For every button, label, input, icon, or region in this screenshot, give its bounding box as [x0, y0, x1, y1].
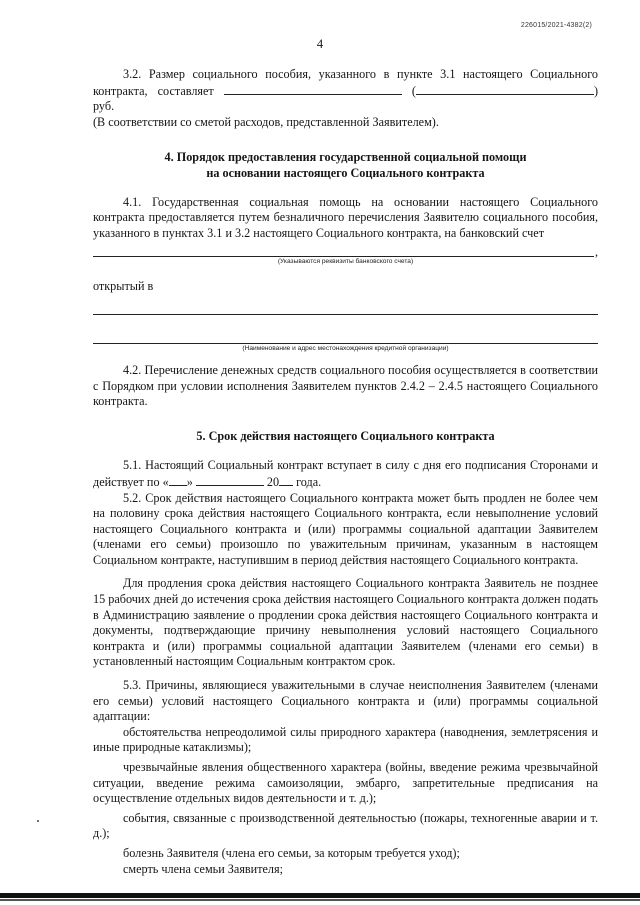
section-4-title-line1: 4. Порядок предоставления государственной социальной помощи [164, 150, 527, 165]
reason-item: чрезвычайные явления общественного характера (войны, введение режима чрезвычайной ситуации, введение режима самоизоляции, эмбарго, запретительные предписания на осуществление отдельных видов деятельности и т. д.); [93, 760, 598, 806]
clause-3-2 [93, 67, 598, 115]
clause-3-2-note: (В соответствии со сметой расходов, представленной Заявителем). [93, 114, 439, 129]
clause-4-2: 4.2. Перечисление денежных средств социального пособия осуществляется в соответствии с Порядком при условии исполнения Заявителем пунктов 2.4.2 – 2.4.5 настоящего Социального контракта. [93, 362, 598, 409]
clause-3-2-text: 3.2. Размер социального пособия, указанного в пункте 3.1 настоящего Социального контракта, составляет [93, 67, 598, 98]
scan-edge-bar [0, 893, 640, 898]
reason-item: события, связанные с производственной деятельностью (пожары, техногенные аварии и т. д.); [93, 810, 598, 841]
year-word: года. [296, 474, 322, 489]
scan-speck [37, 820, 39, 822]
day-blank[interactable] [169, 474, 187, 486]
year-prefix: 20 [266, 474, 280, 489]
reason-item: обстоятельства непреодолимой силы природного характера (наводнения, землетрясения и иные природные катаклизмы); [93, 724, 598, 755]
section-5-title: 5. Срок действия настоящего Социального контракта [196, 428, 495, 443]
clause-5-3: 5.3. Причины, являющиеся уважительными в случае неисполнения Заявителем (членами его семьи) условий настоящего Социального контракта и (или) программы социальной адаптации: [93, 678, 598, 724]
reason-item: смерть члена семьи Заявителя; [123, 861, 284, 876]
page-number: 4 [316, 37, 324, 51]
clause-5-1-text: 5.1. Настоящий Социальный контракт вступает в силу с дня его подписания Сторонами и действует по « [93, 458, 598, 489]
clause-4-1: 4.1. Государственная социальная помощь на основании настоящего Социального контракта предоставляется путем безналичного перечисления Заявителю социального пособия, указанного в пунктах 3.1 и 3.2 настоящего Социального контракта, на банковский счет [93, 194, 598, 240]
section-4-title-line2: на основании настоящего Социального контракта [206, 165, 485, 180]
bank-account-line [93, 245, 598, 260]
reasons-list [93, 725, 598, 877]
amount-words-blank[interactable] [416, 83, 594, 95]
clause-5-2-extension: Для продления срока действия настоящего Социального контракта Заявитель не позднее 15 рабочих дней до истечения срока действия настоящего Социального контракта должен подать в Администрацию заявление о продлении срока действия настоящего Социального контракта и документы, подтверждающие причину невыполнения условий настоящего Социального контракта и (или) программы социальной адаптации Заявителем (членами его семьи) в установленный настоящим Социальным контрактом срок. [93, 576, 598, 669]
reason-item: болезнь Заявителя (члена его семьи, за которым требуется уход); [123, 845, 460, 860]
clause-5-1 [93, 458, 598, 490]
scan-edge-bar-thin [0, 899, 640, 901]
year-blank[interactable] [279, 474, 293, 486]
paren-close: ) руб. [93, 83, 599, 114]
paren-open: ( [411, 83, 416, 98]
document-number: 226015/2021-4382(2) [520, 22, 592, 29]
document-body [93, 61, 598, 877]
month-blank[interactable] [196, 474, 264, 486]
amount-blank[interactable] [224, 83, 402, 95]
quote-close: » [186, 474, 193, 489]
clause-5-2: 5.2. Срок действия настоящего Социального контракта может быть продлен не более чем на половину срока действия настоящего Социального контракта, если невыполнение условий настоящего Социального контракта и (или) программы социальной адаптации Заявителем (членами его семьи) произошло по уважительным причинам, указанным в настоящем Социальном контракте, наступившим в период действия настоящего Социального контракта. [93, 490, 598, 567]
caption-org: (Наименование и адрес местонахождения кредитной организации) [242, 344, 449, 352]
bank-address-field[interactable] [93, 343, 598, 344]
caption-account: (Указываются реквизиты банковского счета) [277, 258, 414, 266]
opened-in-label: открытый в [93, 279, 154, 294]
account-comma: , [594, 245, 598, 260]
